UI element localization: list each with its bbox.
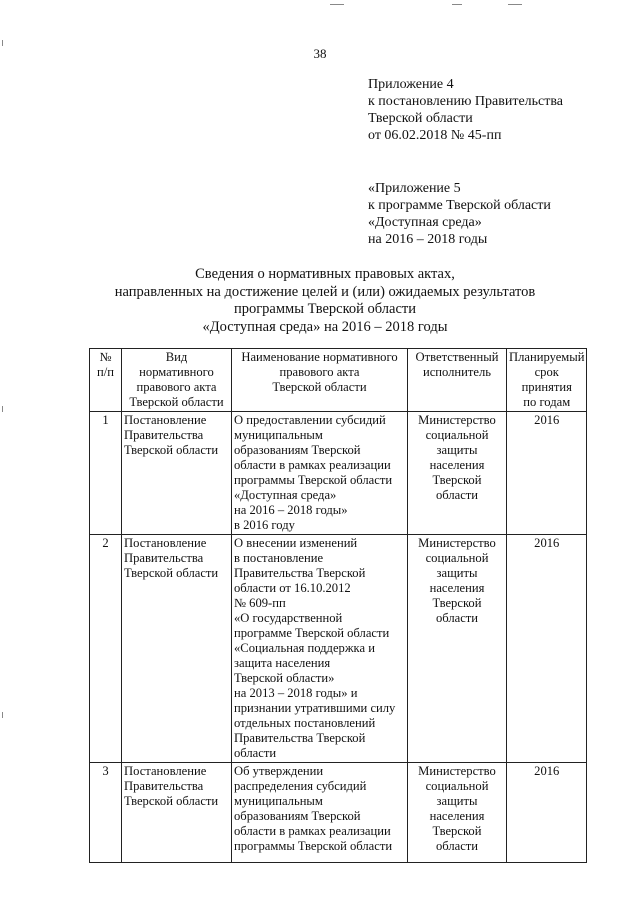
scan-mark — [452, 4, 462, 5]
title-line: Сведения о нормативных правовых актах, — [195, 266, 455, 282]
table-row — [90, 535, 587, 763]
table-row — [90, 412, 587, 535]
scan-mark — [330, 4, 344, 5]
header-responsible: Ответственный исполнитель — [408, 349, 507, 412]
appendix-line: на 2016 – 2018 годы — [368, 232, 488, 247]
scan-mark — [2, 406, 3, 412]
row-act-name: Об утверждении распределения субсидий муниципальным образованиям Тверской области в рамках реализации программы Тверской области — [232, 763, 408, 863]
table-row — [90, 763, 587, 863]
appendix-line: Тверской области — [368, 111, 473, 126]
table-header-row — [90, 349, 587, 412]
header-act-name: Наименование нормативного правового акта Тверской области — [232, 349, 408, 412]
appendix-line: к постановлению Правительства — [368, 94, 564, 109]
row-number: 1 — [90, 412, 122, 535]
row-responsible: Министерство социальной защиты населения Тверской области — [408, 763, 507, 863]
document-title — [60, 266, 590, 336]
page-number: 38 — [313, 46, 327, 61]
header-act-type: Вид нормативного правового акта Тверской области — [122, 349, 232, 412]
row-number: 3 — [90, 763, 122, 863]
row-responsible: Министерство социальной защиты населения Тверской области — [408, 412, 507, 535]
title-line: «Доступная среда» на 2016 – 2018 годы — [202, 318, 448, 335]
scan-mark — [2, 712, 3, 718]
appendix-line: «Приложение 5 — [368, 181, 461, 196]
legal-acts-table — [89, 348, 587, 863]
row-act-type: Постановление Правительства Тверской области — [122, 412, 232, 535]
header-number: № п/п — [90, 349, 122, 412]
row-responsible: Министерство социальной защиты населения Тверской области — [408, 535, 507, 763]
appendix-line: к программе Тверской области — [368, 198, 551, 213]
scan-mark — [508, 4, 522, 5]
row-act-name: О предоставлении субсидий муниципальным образованиям Тверской области в рамках реализации программы Тверской области «Доступная среда» на 2016 – 2018 годы» в 2016 году — [232, 412, 408, 535]
row-act-type: Постановление Правительства Тверской области — [122, 535, 232, 763]
appendix-4-block — [368, 76, 563, 144]
title-line: программы Тверской области — [233, 301, 417, 317]
appendix-5-block — [368, 180, 551, 248]
row-planned-year: 2016 — [507, 535, 587, 763]
appendix-line: Приложение 4 — [368, 77, 454, 92]
row-act-name: О внесении изменений в постановление Правительства Тверской области от 16.10.2012 № 609-пп «О государственной программе Тверской области «Социальная поддержка и защита населения Тверской области» на 2013 – 2018 годы» и признании утратившими силу отдельных постановлений Правительства Тверской области — [232, 535, 408, 763]
row-act-type: Постановление Правительства Тверской области — [122, 763, 232, 863]
row-number: 2 — [90, 535, 122, 763]
appendix-line: «Доступная среда» — [368, 215, 482, 230]
header-planned-year: Планируемый срок принятия по годам — [507, 349, 587, 412]
row-planned-year: 2016 — [507, 763, 587, 863]
appendix-line: от 06.02.2018 № 45-пп — [368, 128, 502, 143]
row-planned-year: 2016 — [507, 412, 587, 535]
title-line: направленных на достижение целей и (или) ожидаемых результатов — [114, 283, 536, 300]
